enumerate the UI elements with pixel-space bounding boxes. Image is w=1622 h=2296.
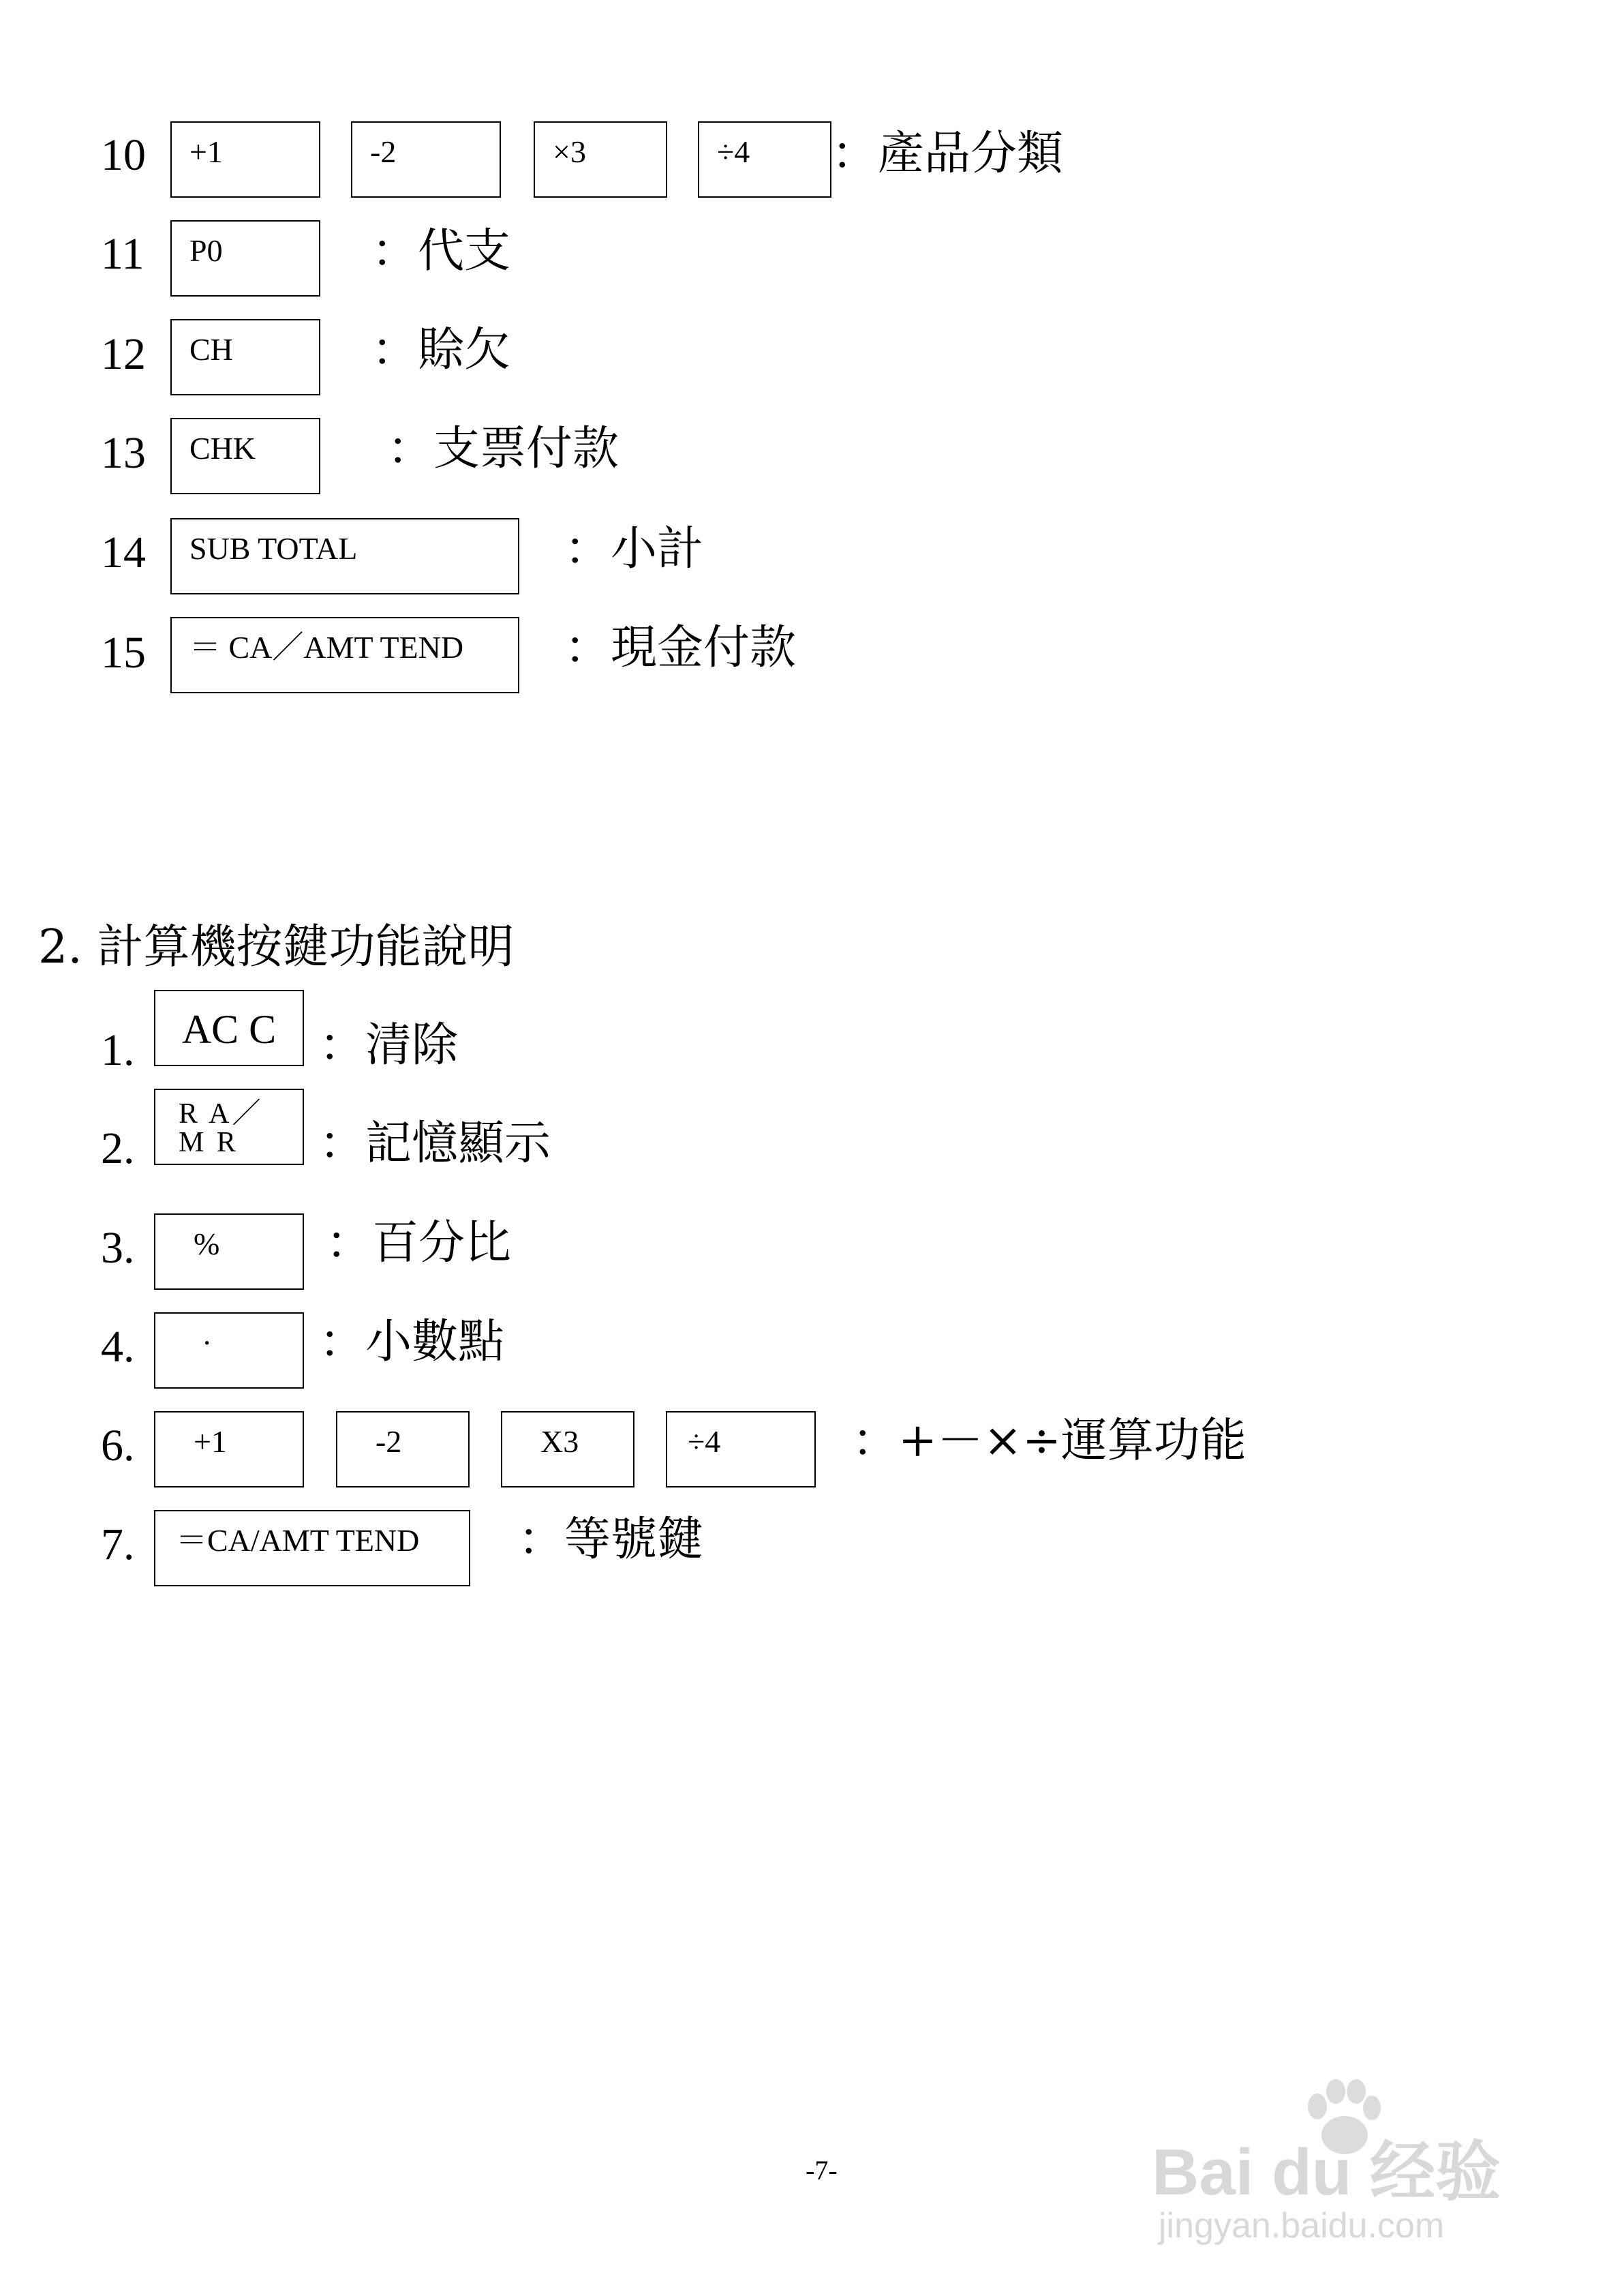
key-description: ：賒欠 [371,323,511,377]
times-3-key: ×3 [534,121,667,198]
row-number: 1. [101,1025,135,1075]
key-description: ：清除 [319,1018,459,1072]
key-description: ：等號鍵 [518,1513,704,1567]
watermark-brand: Bai du 经验 [1152,2136,1501,2209]
plus-1-key: +1 [154,1411,304,1487]
percent-key: % [154,1213,304,1290]
baidu-watermark [1152,2079,1533,2250]
minus-2-key: -2 [351,121,501,198]
chk-key: CHK [170,418,320,494]
row-number: 7. [101,1520,135,1569]
watermark-url: jingyan.baidu.com [1159,2206,1445,2246]
key-description: ：代支 [371,224,511,278]
minus-2-key: -2 [336,1411,470,1487]
equals-cash-amt-tend-key: ＝CA/AMT TEND [154,1510,470,1586]
divide-4-key: ÷4 [698,121,831,198]
key-description: ：現金付款 [564,621,797,675]
key-description: ：支票付款 [387,422,619,476]
ra-mr-key: R A／ M R [154,1089,304,1165]
row-number: 4. [101,1322,135,1372]
row-number: 6. [101,1421,135,1470]
p0-key: P0 [170,220,320,297]
key-description: ：小數點 [319,1315,505,1369]
section-heading: 2. 計算機按鍵功能說明 [38,920,515,974]
row-number: 15 [101,628,146,678]
row-number: 12 [101,329,146,379]
cash-amt-tend-key: ＝ CA／AMT TEND [170,617,519,693]
key-description: ：+－×÷運算功能 [852,1414,1246,1468]
times-3-key: X3 [501,1411,634,1487]
key-description: ：記憶顯示 [319,1117,551,1170]
row-number: 2. [101,1123,135,1173]
page-number: -7- [806,2155,838,2186]
row-number: 3. [101,1223,135,1273]
row-number: 14 [101,528,146,577]
key-description: ：產品分類 [831,127,1064,181]
divide-4-key: ÷4 [666,1411,816,1487]
ac-c-key: AC C [154,990,304,1066]
key-description: ：百分比 [326,1216,512,1270]
row-number: 10 [101,130,146,180]
decimal-point-key: · [154,1312,304,1389]
key-description: ：小計 [564,522,704,576]
plus-1-key: +1 [170,121,320,198]
sub-total-key: SUB TOTAL [170,518,519,594]
ch-key: CH [170,319,320,395]
row-number: 11 [101,229,144,279]
row-number: 13 [101,428,146,478]
